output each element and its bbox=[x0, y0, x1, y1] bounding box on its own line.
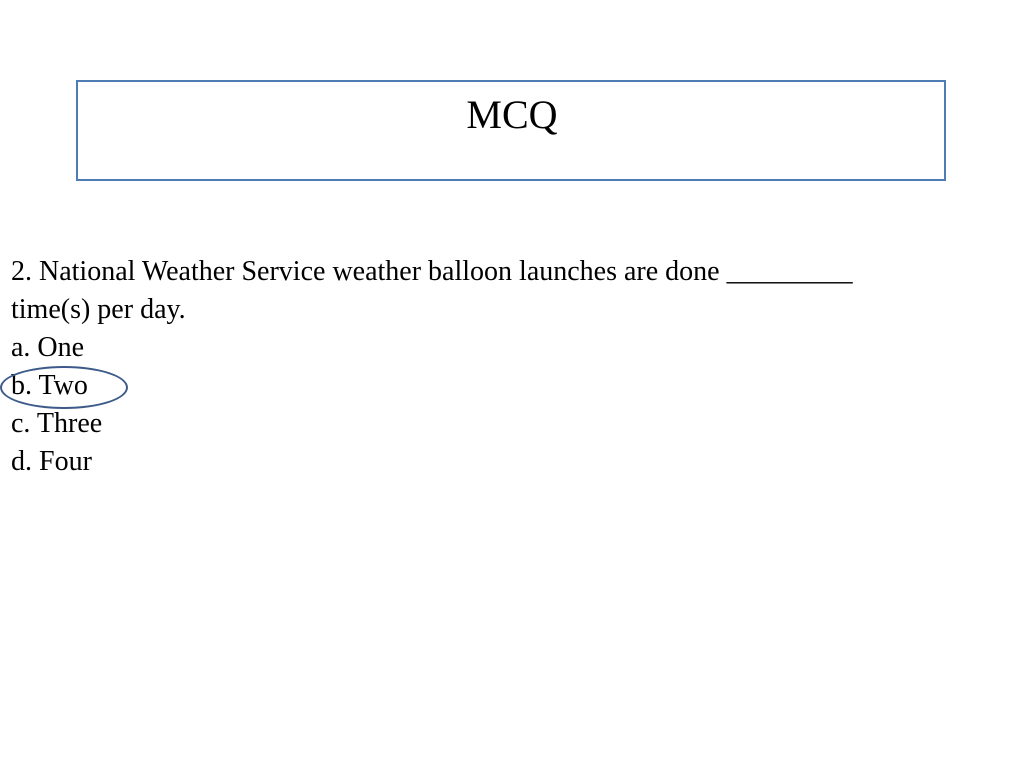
question-block bbox=[11, 253, 971, 481]
question-line-2: time(s) per day. bbox=[11, 294, 186, 325]
option-a: a. One bbox=[11, 332, 85, 363]
selected-answer-circle bbox=[0, 366, 128, 409]
slide-title: MCQ bbox=[466, 92, 558, 137]
option-d: d. Four bbox=[11, 446, 92, 477]
option-c: c. Three bbox=[11, 408, 103, 439]
question-line-1: 2. National Weather Service weather balloon launches are done _________ bbox=[11, 256, 853, 287]
option-b: b. Two bbox=[11, 370, 88, 401]
